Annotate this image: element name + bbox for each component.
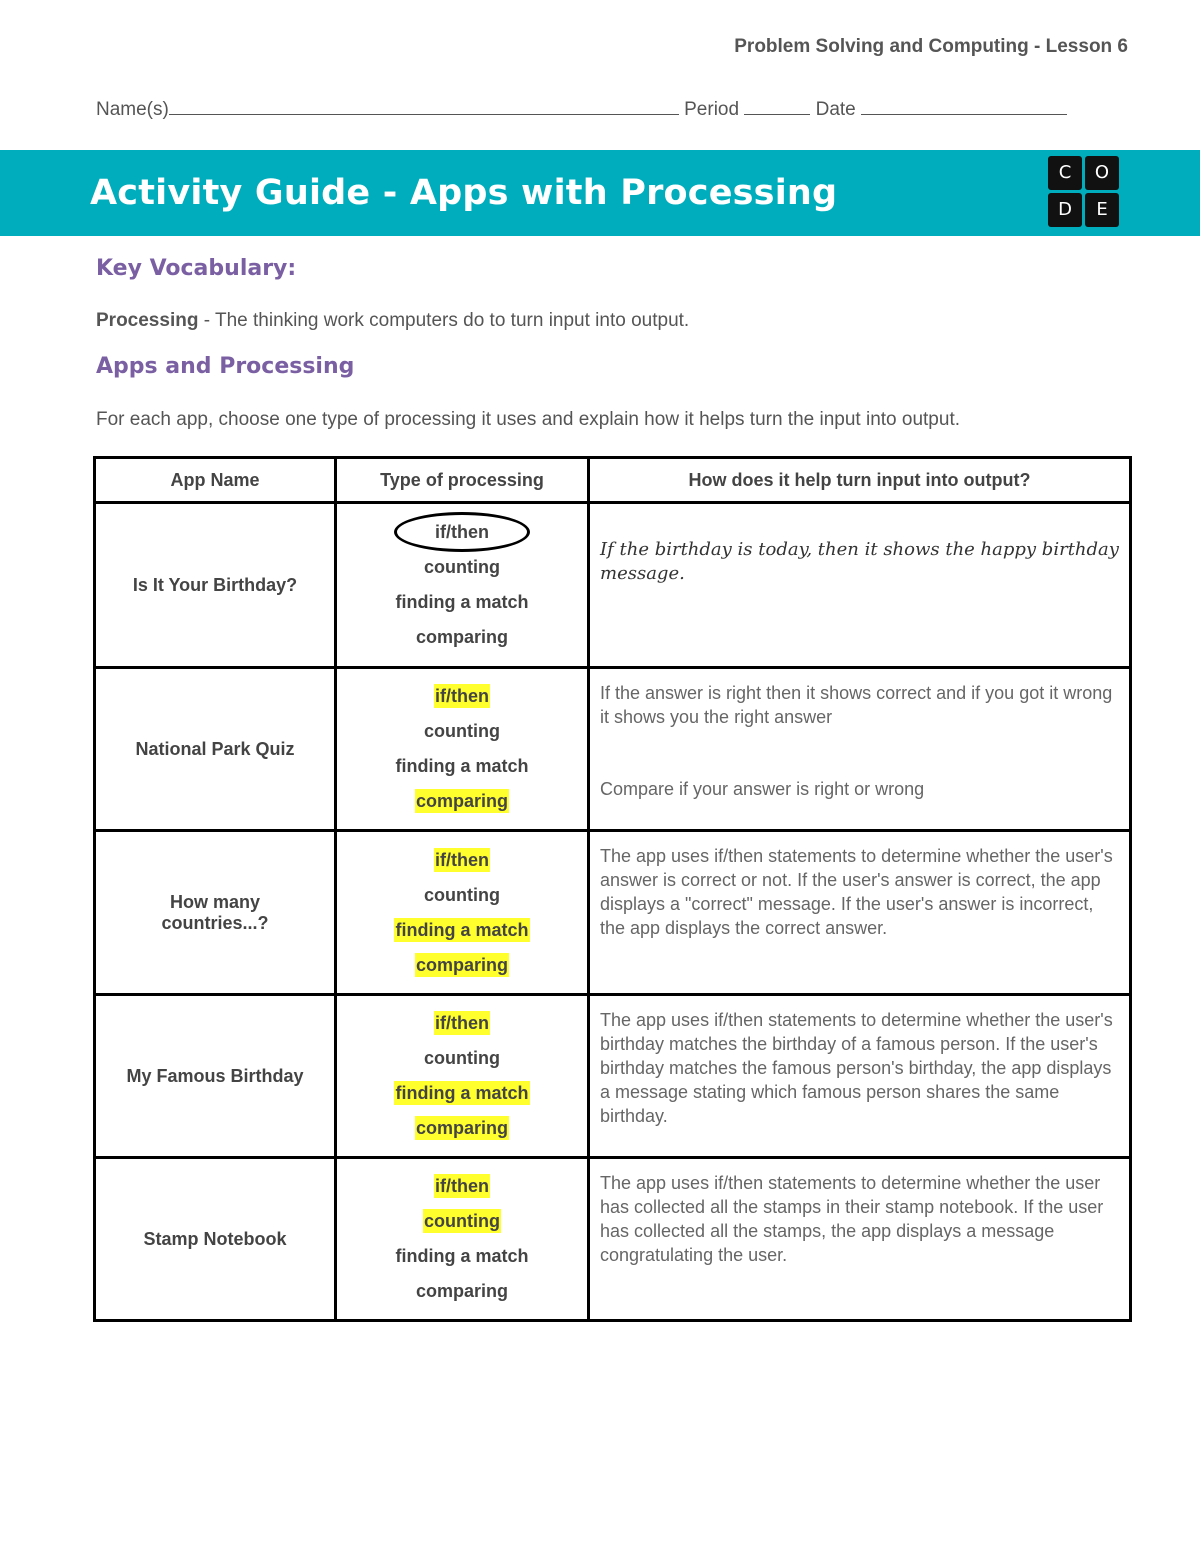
option-if-then[interactable]: if/then — [435, 849, 489, 870]
option-comparing[interactable]: comparing — [415, 954, 508, 975]
option-if-then[interactable]: if/then — [435, 1176, 489, 1196]
date-field[interactable] — [861, 96, 1067, 115]
processing-options — [336, 995, 589, 1158]
period-field[interactable] — [744, 96, 810, 115]
processing-options — [336, 503, 589, 668]
app-name: Stamp Notebook — [95, 1158, 336, 1321]
explanation-cell[interactable] — [589, 503, 1131, 668]
table-row — [95, 995, 1131, 1158]
date-label: Date — [815, 99, 856, 120]
option-comparing[interactable]: comparing — [415, 627, 508, 647]
option-counting[interactable]: counting — [424, 884, 500, 905]
table-header-row — [95, 458, 1131, 503]
code-logo — [1048, 156, 1120, 228]
option-comparing[interactable]: comparing — [415, 1281, 508, 1301]
processing-options — [336, 831, 589, 995]
explanation-text-2: Compare if your answer is right or wrong — [600, 779, 925, 799]
option-finding-a-match[interactable]: finding a match — [395, 919, 529, 940]
logo-letter: O — [1085, 156, 1119, 190]
explanation-text: The app uses if/then statements to determine whether the user has collected all the stamps in their stamp notebook. If the user has collected all the stamps, the app displays a message congratulating the user. — [600, 1173, 1104, 1265]
option-comparing[interactable]: comparing — [415, 1118, 508, 1138]
explanation-text: The app uses if/then statements to determine whether the user's birthday matches the birthday of a famous person. If the user's birthday matches the famous person's birthday, the app displays a message stating which famous person shares the same birthday. — [600, 1010, 1113, 1126]
option-finding-a-match[interactable]: finding a match — [395, 1246, 529, 1266]
option-if-then[interactable]: if/then — [435, 686, 489, 706]
header-type: Type of processing — [336, 458, 589, 503]
option-finding-a-match[interactable]: finding a match — [395, 1083, 529, 1103]
header-explanation: How does it help turn input into output? — [589, 458, 1131, 503]
explanation-cell[interactable] — [589, 831, 1131, 995]
name-period-date-row — [96, 96, 1067, 121]
processing-options — [336, 668, 589, 831]
option-counting[interactable]: counting — [424, 1211, 500, 1231]
lesson-label: Problem Solving and Computing - Lesson 6 — [734, 36, 1128, 57]
option-if-then[interactable]: if/then — [337, 515, 587, 550]
vocab-heading: Key Vocabulary: — [96, 256, 297, 281]
option-if-then[interactable]: if/then — [435, 1013, 489, 1033]
instructions: For each app, choose one type of processing it uses and explain how it helps turn the input into output. — [96, 409, 960, 430]
option-counting[interactable]: counting — [424, 557, 500, 577]
name-label: Name(s) — [96, 99, 169, 120]
explanation-cell[interactable] — [589, 1158, 1131, 1321]
table-row — [95, 668, 1131, 831]
section-heading: Apps and Processing — [96, 354, 355, 379]
explanation-cell[interactable] — [589, 668, 1131, 831]
vocab-definition — [96, 310, 689, 332]
page-title: Activity Guide - Apps with Processing — [90, 173, 838, 213]
table-row — [95, 1158, 1131, 1321]
period-label: Period — [684, 99, 740, 120]
explanation-cell[interactable] — [589, 995, 1131, 1158]
logo-letter: C — [1048, 156, 1082, 190]
vocab-term: Processing — [96, 310, 199, 331]
explanation-text: If the answer is right then it shows correct and if you got it wrong it shows you the right answer — [600, 683, 1113, 727]
title-banner — [0, 150, 1200, 236]
app-name: How many countries...? — [95, 831, 336, 995]
vocab-definition-text: - The thinking work computers do to turn input into output. — [198, 310, 690, 331]
table-row — [95, 503, 1131, 668]
name-field[interactable] — [169, 96, 679, 115]
option-comparing[interactable]: comparing — [415, 791, 508, 811]
table-row — [95, 831, 1131, 995]
app-name: Is It Your Birthday? — [95, 503, 336, 668]
explanation-text: If the birthday is today, then it shows the happy birthday message. — [600, 539, 1119, 584]
app-name: National Park Quiz — [95, 668, 336, 831]
explanation-text: The app uses if/then statements to determine whether the user's answer is correct or not. If the user's answer is correct, the app displays a "correct" message. If the user's answer is incorrect, the app displays the correct answer. — [600, 846, 1113, 938]
logo-letter: D — [1048, 193, 1082, 227]
option-counting[interactable]: counting — [424, 1048, 500, 1068]
option-finding-a-match[interactable]: finding a match — [395, 592, 529, 612]
logo-letter: E — [1085, 193, 1119, 227]
option-counting[interactable]: counting — [424, 721, 500, 741]
app-name: My Famous Birthday — [95, 995, 336, 1158]
header-app-name: App Name — [95, 458, 336, 503]
processing-table — [93, 456, 1132, 1322]
option-finding-a-match[interactable]: finding a match — [395, 756, 529, 776]
processing-options — [336, 1158, 589, 1321]
